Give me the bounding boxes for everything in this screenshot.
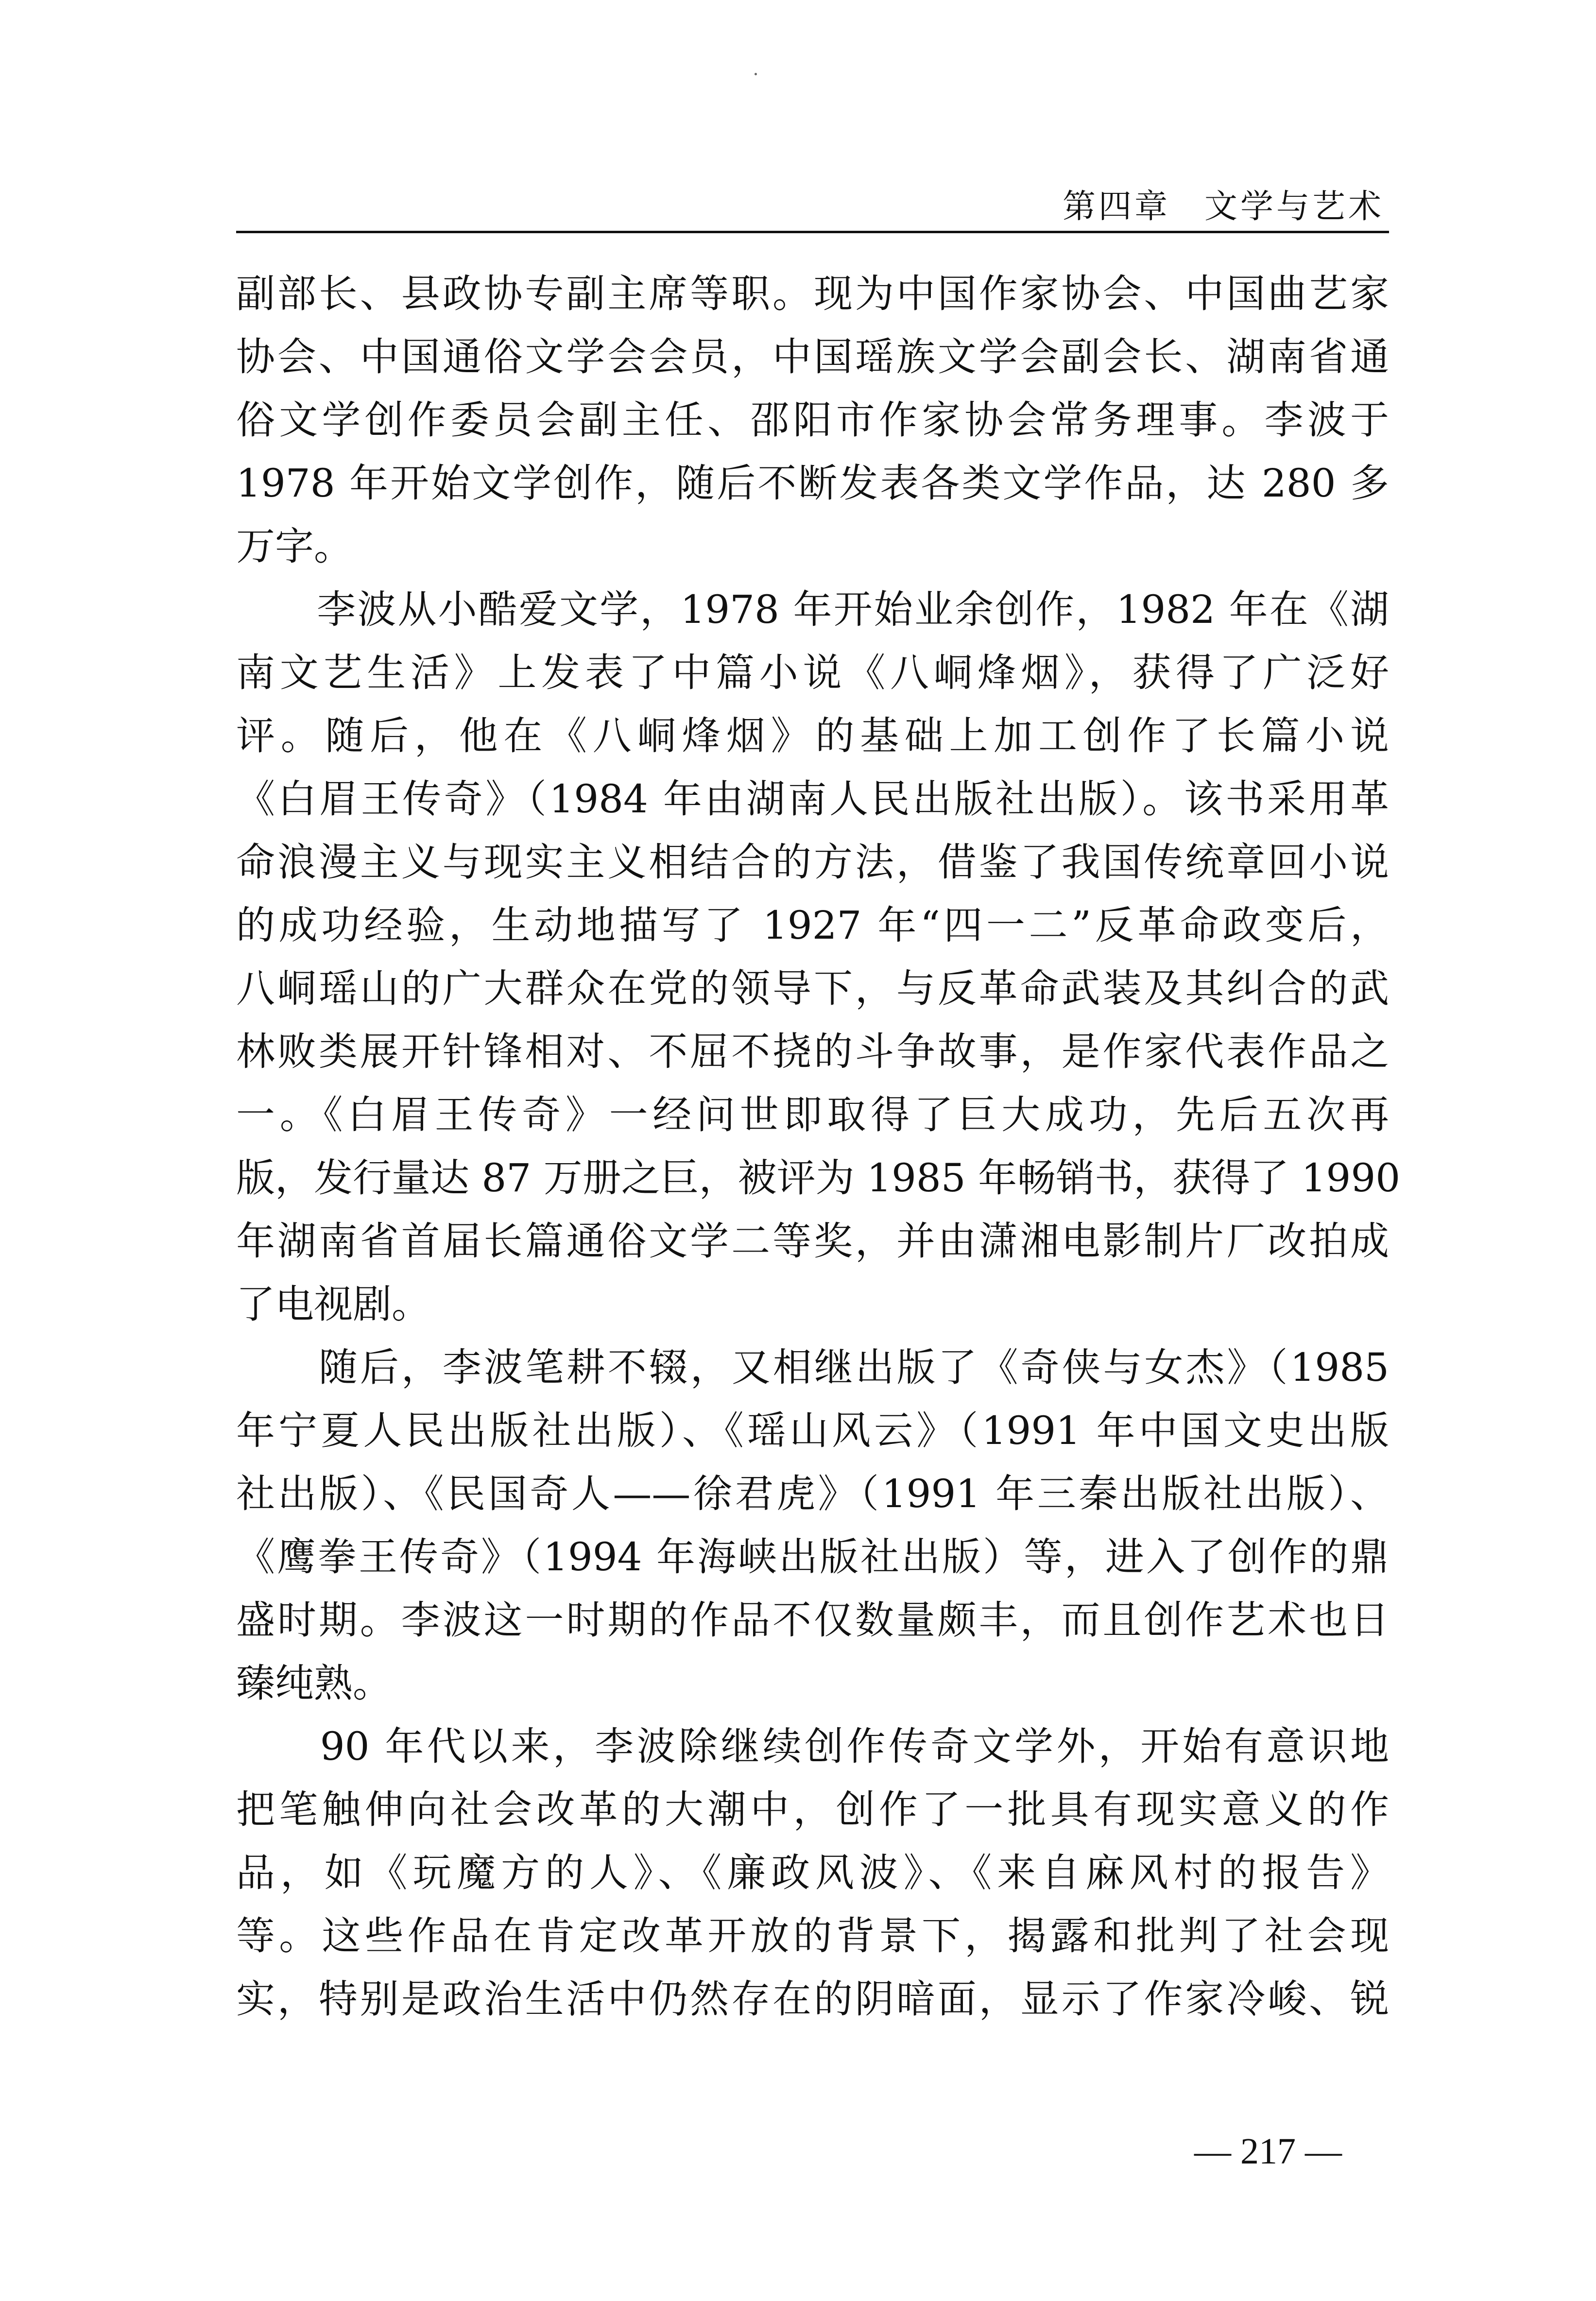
text-line: 协会、中国通俗文学会会员，中国瑶族文学会副会长、湖南省通: [236, 334, 1389, 379]
text-line: 把笔触伸向社会改革的大潮中，创作了一批具有现实意义的作: [236, 1787, 1389, 1832]
text-line: 1978 年开始文学创作，随后不断发表各类文学作品，达 280 多: [236, 461, 1389, 506]
text-line: 评。随后，他在《八峒烽烟》的基础上加工创作了长篇小说: [236, 713, 1389, 758]
body-text: [236, 262, 1401, 2031]
text-line: 盛时期。李波这一时期的作品不仅数量颇丰，而且创作艺术也日: [236, 1597, 1389, 1643]
text-line: 年宁夏人民出版社出版）、《瑶山风云》（1991 年中国文史出版: [236, 1408, 1389, 1453]
text-line: 副部长、县政协专副主席等职。现为中国作家协会、中国曲艺家: [236, 271, 1389, 316]
text-line: 林败类展开针锋相对、不屈不挠的斗争故事，是作家代表作品之: [236, 1029, 1389, 1074]
text-line: 的成功经验，生动地描写了 1927 年“四一二”反革命政变后，: [236, 903, 1389, 948]
text-line: 社出版）、《民国奇人——徐君虎》（1991 年三秦出版社出版）、: [236, 1471, 1389, 1516]
scan-speck: [755, 73, 757, 75]
text-line: 随后，李波笔耕不辍，又相继出版了《奇侠与女杰》（1985: [236, 1345, 1389, 1390]
text-line: 实，特别是政治生活中仍然存在的阴暗面，显示了作家冷峻、锐: [236, 1976, 1389, 2022]
text-line: 李波从小酷爱文学，1978 年开始业余创作，1982 年在《湖: [236, 587, 1389, 632]
text-line: 等。这些作品在肯定改革开放的背景下，揭露和批判了社会现: [236, 1913, 1389, 1958]
chapter-label: 第四章: [1062, 188, 1170, 226]
text-line: 八峒瑶山的广大群众在党的领导下，与反革命武装及其纠合的武: [236, 966, 1389, 1011]
text-line: 南文艺生活》上发表了中篇小说《八峒烽烟》，获得了广泛好: [236, 650, 1389, 695]
text-line: 品，如《玩魔方的人》、《廉政风波》、《来自麻风村的报告》: [236, 1850, 1389, 1895]
text-line: 命浪漫主义与现实主义相结合的方法，借鉴了我国传统章回小说: [236, 840, 1389, 885]
text-line: 了电视剧。: [236, 1282, 430, 1327]
text-line: 一。《白眉王传奇》一经问世即取得了巨大成功，先后五次再: [236, 1092, 1389, 1137]
text-line: 万字。: [236, 524, 353, 569]
page-number: — 217 —: [1194, 2131, 1342, 2172]
running-head: [1063, 180, 1384, 227]
text-line: 《白眉王传奇》（1984 年由湖南人民出版社出版）。该书采用革: [236, 776, 1389, 822]
text-line: 90 年代以来，李波除继续创作传奇文学外，开始有意识地: [236, 1724, 1389, 1769]
text-line: 俗文学创作委员会副主任、邵阳市作家协会常务理事。李波于: [236, 397, 1389, 443]
text-line: 版，发行量达 87 万册之巨，被评为 1985 年畅销书，获得了 1990: [236, 1155, 1401, 1201]
text-line: 年湖南省首届长篇通俗文学二等奖，并由潇湘电影制片厂改拍成: [236, 1219, 1389, 1264]
text-line: 臻纯熟。: [236, 1661, 392, 1706]
chapter-title: 文学与艺术: [1204, 188, 1384, 226]
page-header: [236, 177, 1389, 233]
text-line: 《鹰拳王传奇》（1994 年海峡出版社出版）等，进入了创作的鼎: [236, 1534, 1389, 1580]
